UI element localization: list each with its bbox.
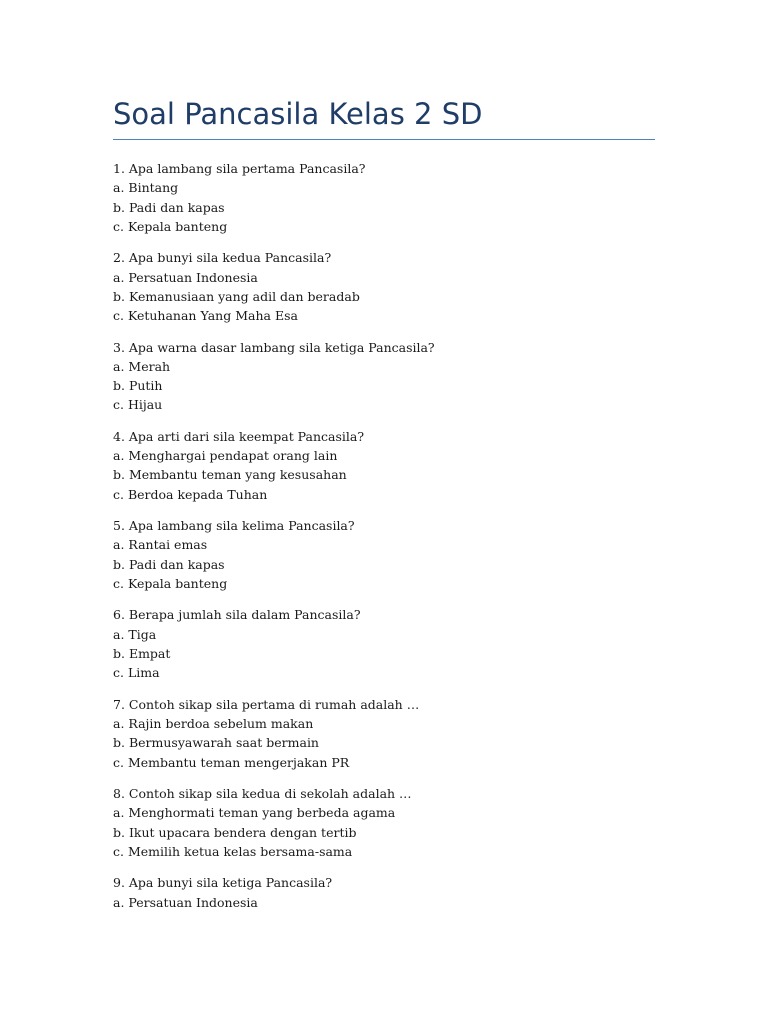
answer-option: b. Bermusyawarah saat bermain	[113, 735, 319, 751]
question-item	[113, 159, 655, 236]
answer-option: b. Ikut upacara bendera dengan tertib	[113, 824, 357, 840]
question-text: 9. Apa bunyi sila ketiga Pancasila?	[113, 875, 333, 891]
answer-option: a. Rajin berdoa sebelum makan	[113, 715, 314, 731]
question-text: 5. Apa lambang sila kelima Pancasila?	[113, 518, 355, 534]
answer-option: a. Bintang	[113, 180, 179, 196]
page-title: Soal Pancasila Kelas 2 SD	[113, 97, 483, 131]
question-item	[113, 516, 655, 593]
answer-option: b. Empat	[113, 646, 171, 661]
answer-option: c. Berdoa kepada Tuhan	[113, 486, 268, 502]
answer-option: b. Kemanusiaan yang adil dan beradab	[113, 288, 360, 304]
answer-option: b. Membantu teman yang kesusahan	[113, 467, 347, 483]
answer-option: b. Putih	[113, 378, 163, 394]
question-list	[113, 159, 655, 924]
answer-option: b. Padi dan kapas	[113, 556, 225, 572]
answer-option: a. Tiga	[113, 626, 157, 642]
question-item	[113, 248, 655, 325]
question-text: 2. Apa bunyi sila kedua Pancasila?	[113, 250, 332, 266]
answer-option: c. Kepala banteng	[113, 576, 228, 592]
answer-option: a. Persatuan Indonesia	[113, 894, 258, 910]
answer-option: c. Lima	[113, 665, 160, 681]
question-item	[113, 784, 655, 861]
answer-option: c. Ketuhanan Yang Maha Esa	[113, 308, 298, 324]
answer-option: c. Kepala banteng	[113, 218, 228, 234]
question-text: 8. Contoh sikap sila kedua di sekolah adalah …	[113, 785, 412, 801]
question-text: 6. Berapa jumlah sila dalam Pancasila?	[113, 607, 361, 623]
question-item	[113, 427, 655, 504]
answer-option: c. Memilih ketua kelas bersama-sama	[113, 843, 353, 859]
answer-option: c. Membantu teman mengerjakan PR	[113, 754, 350, 770]
answer-option: a. Persatuan Indonesia	[113, 269, 258, 285]
question-item	[113, 873, 655, 912]
question-item	[113, 695, 655, 772]
question-text: 3. Apa warna dasar lambang sila ketiga Pancasila?	[113, 339, 435, 355]
question-text: 1. Apa lambang sila pertama Pancasila?	[113, 161, 366, 176]
answer-option: a. Rantai emas	[113, 537, 208, 553]
answer-option: b. Padi dan kapas	[113, 199, 225, 215]
question-text: 4. Apa arti dari sila keempat Pancasila?	[113, 428, 365, 444]
answer-option: a. Merah	[113, 358, 171, 374]
question-text: 7. Contoh sikap sila pertama di rumah adalah …	[113, 696, 420, 712]
question-item	[113, 338, 655, 415]
answer-option: c. Hijau	[113, 397, 163, 413]
title-divider	[113, 139, 655, 140]
answer-option: a. Menghargai pendapat orang lain	[113, 448, 338, 464]
question-item	[113, 605, 655, 682]
answer-option: a. Menghormati teman yang berbeda agama	[113, 805, 396, 821]
